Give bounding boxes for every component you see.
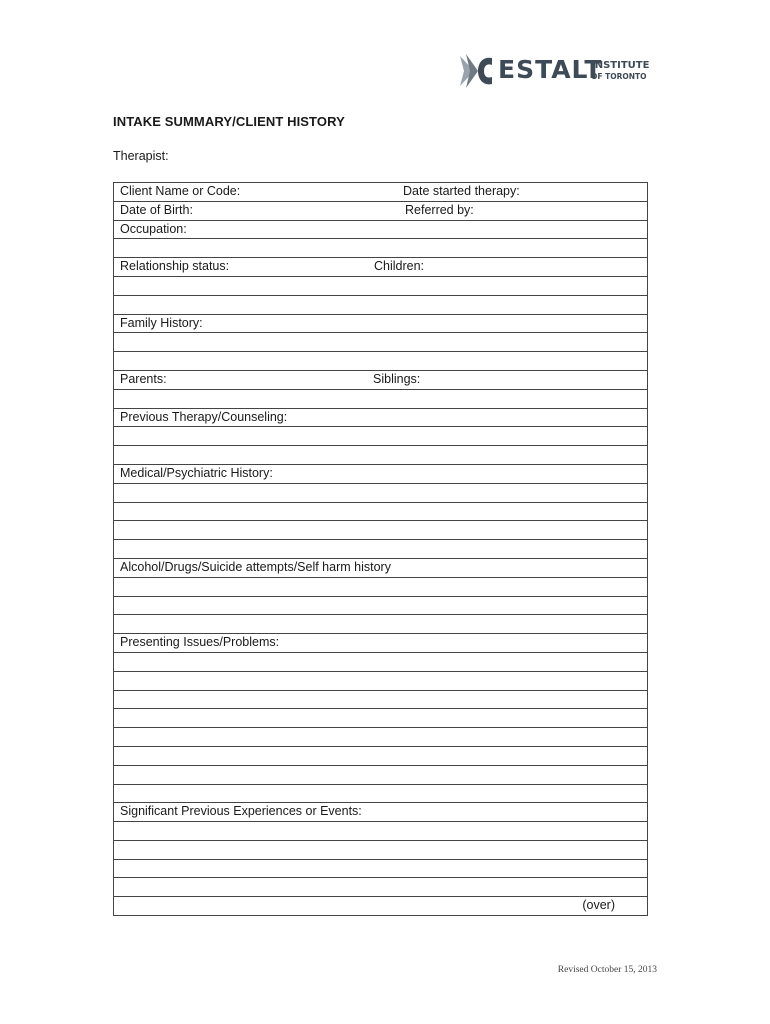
logo-of-toronto: OF TORONTO bbox=[591, 72, 647, 81]
significant-events-label: Significant Previous Experiences or Events: bbox=[120, 804, 362, 819]
form-row-blank[interactable] bbox=[114, 390, 647, 409]
form-row-blank[interactable] bbox=[114, 785, 647, 804]
gestalt-logo bbox=[458, 50, 650, 94]
over-label: (over) bbox=[582, 898, 615, 913]
relationship-label: Relationship status: bbox=[120, 259, 230, 274]
form-row[interactable] bbox=[114, 202, 647, 221]
form-row-blank[interactable] bbox=[114, 860, 647, 879]
form-row-blank[interactable] bbox=[114, 653, 647, 672]
form-row-blank[interactable] bbox=[114, 709, 647, 728]
form-row[interactable] bbox=[114, 258, 647, 277]
date-started-label: Date started therapy: bbox=[403, 184, 520, 198]
form-row-blank[interactable] bbox=[114, 540, 647, 559]
medical-history-label: Medical/Psychiatric History: bbox=[120, 465, 273, 480]
form-row-blank[interactable] bbox=[114, 597, 647, 616]
siblings-label: Siblings: bbox=[373, 371, 421, 386]
form-row-blank[interactable] bbox=[114, 578, 647, 597]
children-label: Children: bbox=[374, 259, 425, 274]
therapist-label: Therapist: bbox=[113, 149, 169, 163]
parents-label: Parents: bbox=[120, 371, 167, 386]
client-name-label: Client Name or Code: bbox=[120, 184, 241, 198]
alcohol-drugs-label: Alcohol/Drugs/Suicide attempts/Self harm history bbox=[120, 559, 391, 574]
form-row[interactable] bbox=[114, 803, 647, 822]
form-row-blank[interactable] bbox=[114, 427, 647, 446]
form-title: INTAKE SUMMARY/CLIENT HISTORY bbox=[113, 114, 345, 129]
revision-date: Revised October 15, 2013 bbox=[557, 965, 657, 975]
form-row-blank[interactable] bbox=[114, 878, 647, 897]
logo-wordmark: ESTALT bbox=[498, 55, 603, 84]
dob-label: Date of Birth: bbox=[120, 202, 193, 217]
form-row-blank[interactable] bbox=[114, 277, 647, 296]
form-row-blank[interactable] bbox=[114, 352, 647, 371]
form-row-blank[interactable] bbox=[114, 691, 647, 710]
form-row[interactable] bbox=[114, 221, 647, 240]
previous-therapy-label: Previous Therapy/Counseling: bbox=[120, 409, 288, 424]
form-row-blank[interactable] bbox=[114, 503, 647, 522]
form-row[interactable] bbox=[114, 371, 647, 390]
form-row-blank[interactable] bbox=[114, 521, 647, 540]
form-row-blank[interactable] bbox=[114, 484, 647, 503]
form-row-blank[interactable] bbox=[114, 822, 647, 841]
form-row[interactable] bbox=[114, 183, 647, 202]
logo-institute: INSTITUTE bbox=[591, 60, 650, 71]
intake-form-table bbox=[113, 182, 648, 916]
form-row[interactable] bbox=[114, 409, 647, 428]
form-row-blank[interactable] bbox=[114, 747, 647, 766]
form-row-blank[interactable] bbox=[114, 296, 647, 315]
form-row-blank[interactable] bbox=[114, 766, 647, 785]
form-row-blank[interactable] bbox=[114, 239, 647, 258]
referred-by-label: Referred by: bbox=[405, 202, 474, 217]
family-history-label: Family History: bbox=[120, 315, 203, 330]
form-row[interactable] bbox=[114, 634, 647, 653]
butterfly-g-icon bbox=[458, 52, 498, 90]
form-row-blank[interactable] bbox=[114, 841, 647, 860]
presenting-issues-label: Presenting Issues/Problems: bbox=[120, 635, 280, 650]
form-row-blank[interactable] bbox=[114, 446, 647, 465]
form-row[interactable] bbox=[114, 559, 647, 578]
form-row-blank[interactable] bbox=[114, 672, 647, 691]
form-row-blank[interactable] bbox=[114, 615, 647, 634]
form-row[interactable] bbox=[114, 465, 647, 484]
form-row[interactable] bbox=[114, 315, 647, 334]
form-row[interactable] bbox=[114, 897, 647, 916]
form-row-blank[interactable] bbox=[114, 333, 647, 352]
occupation-label: Occupation: bbox=[120, 221, 187, 236]
form-row-blank[interactable] bbox=[114, 728, 647, 747]
